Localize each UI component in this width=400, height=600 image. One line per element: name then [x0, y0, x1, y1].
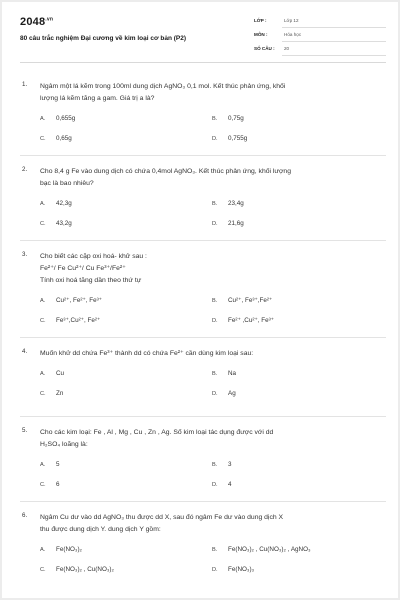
meta-class — [254, 18, 386, 30]
option-text: Fe(NO₃)₂ , Cu(NO₃)₂ — [56, 566, 114, 573]
answer-option[interactable] — [212, 461, 232, 468]
option-text: 0,65g — [56, 135, 72, 142]
meta-count-value: 20 — [284, 46, 290, 51]
answer-option[interactable] — [40, 461, 60, 468]
option-text: Fe(NO₃)₂ , Cu(NO₃)₂ , AgNO₃ — [228, 546, 311, 553]
option-label: D. — [212, 318, 218, 324]
answer-option[interactable] — [40, 220, 72, 227]
question-text-line: Cho 8,4 g Fe vào dung dịch có chứa 0,4mol AgNO₃. Kết thúc phản ứng, khối lượng — [40, 168, 291, 175]
answer-option[interactable] — [212, 135, 247, 142]
option-text: Zn — [56, 390, 64, 397]
answer-option[interactable] — [40, 390, 63, 397]
answer-option[interactable] — [212, 566, 254, 573]
question-number: 4. — [22, 348, 28, 355]
option-text: 21,6g — [228, 220, 244, 227]
option-label: B. — [212, 298, 218, 304]
answer-option[interactable] — [212, 115, 244, 122]
option-text: Cu²⁺, Fe³⁺,Fe²⁺ — [228, 297, 273, 304]
question-number: 3. — [22, 251, 28, 258]
option-label: C. — [40, 318, 46, 324]
meta-subject — [254, 32, 386, 44]
answer-option[interactable] — [212, 220, 244, 227]
question-text-line: lượng lá kẽm tăng a gam. Giá trị a là? — [40, 95, 155, 102]
option-label: D. — [212, 221, 218, 227]
meta-class-value: Lớp 12 — [284, 18, 299, 23]
worksheet-page — [2, 2, 398, 598]
question-text-line: thu được dung dịch Y. dung dịch Y gồm: — [40, 526, 161, 533]
option-text: Na — [228, 370, 237, 377]
question-text-line: bạc là bao nhiêu? — [40, 180, 94, 187]
option-text: 0,75g — [228, 115, 244, 122]
question-text-line: Tính oxi hoá tăng dần theo thứ tự — [40, 277, 142, 284]
meta-subject-value: Hóa học — [284, 32, 302, 37]
worksheet-header — [2, 2, 398, 68]
option-text: Fe³⁺,Cu²⁺, Fe²⁺ — [56, 317, 101, 324]
question-divider — [20, 155, 386, 156]
option-label: B. — [212, 462, 218, 468]
meta-underline — [282, 27, 386, 28]
option-label: A. — [40, 201, 46, 207]
question-divider — [20, 337, 386, 338]
question-number: 5. — [22, 427, 28, 434]
option-label: A. — [40, 547, 46, 553]
option-label: D. — [212, 136, 218, 142]
logo-text: 2048 — [20, 16, 46, 28]
question-text — [40, 512, 384, 536]
logo-suffix: .vn — [45, 16, 54, 23]
question-text-line: Cho biết các cặp oxi hoá- khử sau : — [40, 253, 147, 260]
answer-option[interactable] — [40, 135, 72, 142]
question-divider — [20, 416, 386, 417]
option-text: Cu²⁺, Fe²⁺, Fe³⁺ — [56, 297, 103, 304]
answer-option[interactable] — [212, 390, 236, 397]
answer-option[interactable] — [40, 317, 100, 324]
answer-option[interactable] — [40, 297, 102, 304]
question-text-line: H₂SO₄ loãng là: — [40, 441, 88, 448]
question-number: 1. — [22, 81, 28, 88]
question-text-line: Fe²⁺/ Fe Cu²⁺/ Cu Fe³⁺/Fe²⁺ — [40, 265, 126, 272]
meta-underline — [282, 55, 386, 56]
answer-option[interactable] — [40, 566, 114, 573]
question-number: 6. — [22, 512, 28, 519]
meta-subject-label: MÔN : — [254, 32, 268, 37]
answer-option[interactable] — [212, 317, 274, 324]
answer-option[interactable] — [40, 200, 72, 207]
answer-option[interactable] — [212, 200, 244, 207]
question-divider — [20, 240, 386, 241]
answer-option[interactable] — [212, 370, 236, 377]
answer-option[interactable] — [212, 546, 311, 553]
option-label: C. — [40, 482, 46, 488]
question-text-line: Ngâm Cu dư vào dd AgNO₃ thu được dd X, sau đó ngâm Fe dư vào dung dịch X — [40, 514, 284, 521]
option-label: A. — [40, 462, 46, 468]
option-text: Cu — [56, 370, 65, 377]
question-text — [40, 348, 384, 360]
option-text: 23,4g — [228, 200, 244, 207]
question-divider — [20, 501, 386, 502]
option-label: D. — [212, 567, 218, 573]
question-number: 2. — [22, 166, 28, 173]
option-label: A. — [40, 116, 46, 122]
question-text-line: Ngâm một lá kẽm trong 100ml dung dịch AgNO₃ 0,1 mol. Kết thúc phản ứng, khối — [40, 83, 286, 90]
option-text: 4 — [228, 481, 232, 488]
option-text: Ag — [228, 390, 236, 397]
header-divider — [20, 62, 386, 63]
option-label: A. — [40, 298, 46, 304]
option-label: A. — [40, 371, 46, 377]
option-label: C. — [40, 567, 46, 573]
option-label: B. — [212, 371, 218, 377]
option-label: D. — [212, 482, 218, 488]
meta-underline — [282, 41, 386, 42]
meta-count — [254, 46, 386, 58]
answer-option[interactable] — [212, 481, 232, 488]
option-label: C. — [40, 391, 46, 397]
question-text — [40, 81, 384, 105]
meta-class-label: LỚP : — [254, 18, 267, 23]
option-text: Fe²⁺ ,Cu²⁺, Fe³⁺ — [228, 317, 275, 324]
option-text: Fe(NO₃)₂ — [56, 546, 82, 553]
option-label: D. — [212, 391, 218, 397]
option-text: 42,3g — [56, 200, 72, 207]
answer-option[interactable] — [40, 546, 82, 553]
answer-option[interactable] — [212, 297, 272, 304]
answer-option[interactable] — [40, 115, 75, 122]
question-text-line: Cho các kim loại: Fe , Al , Mg , Cu , Zn , Ag. Số kim loại tác dụng được với dd — [40, 429, 274, 436]
answer-option[interactable] — [40, 481, 60, 488]
question-text — [40, 251, 384, 287]
worksheet-title: 80 câu trắc nghiệm Đại cương về kim loại cơ bản (P2) — [20, 35, 187, 42]
option-text: 6 — [56, 481, 60, 488]
option-text: 0,655g — [56, 115, 76, 122]
option-text: Fe(NO₃)₃ — [228, 566, 255, 573]
option-label: C. — [40, 221, 46, 227]
site-logo[interactable] — [20, 16, 53, 28]
option-label: B. — [212, 116, 218, 122]
question-text — [40, 166, 384, 190]
option-label: C. — [40, 136, 46, 142]
option-text: 3 — [228, 461, 232, 468]
meta-count-label: SỐ CÂU : — [254, 46, 275, 51]
answer-option[interactable] — [40, 370, 64, 377]
option-text: 0,755g — [228, 135, 248, 142]
option-text: 43,2g — [56, 220, 72, 227]
question-text — [40, 427, 384, 451]
option-label: B. — [212, 201, 218, 207]
option-text: 5 — [56, 461, 60, 468]
option-label: B. — [212, 547, 218, 553]
question-text-line: Muốn khử dd chứa Fe³⁺ thành dd có chứa Fe²⁺ cần dùng kim loại sau: — [40, 350, 254, 357]
